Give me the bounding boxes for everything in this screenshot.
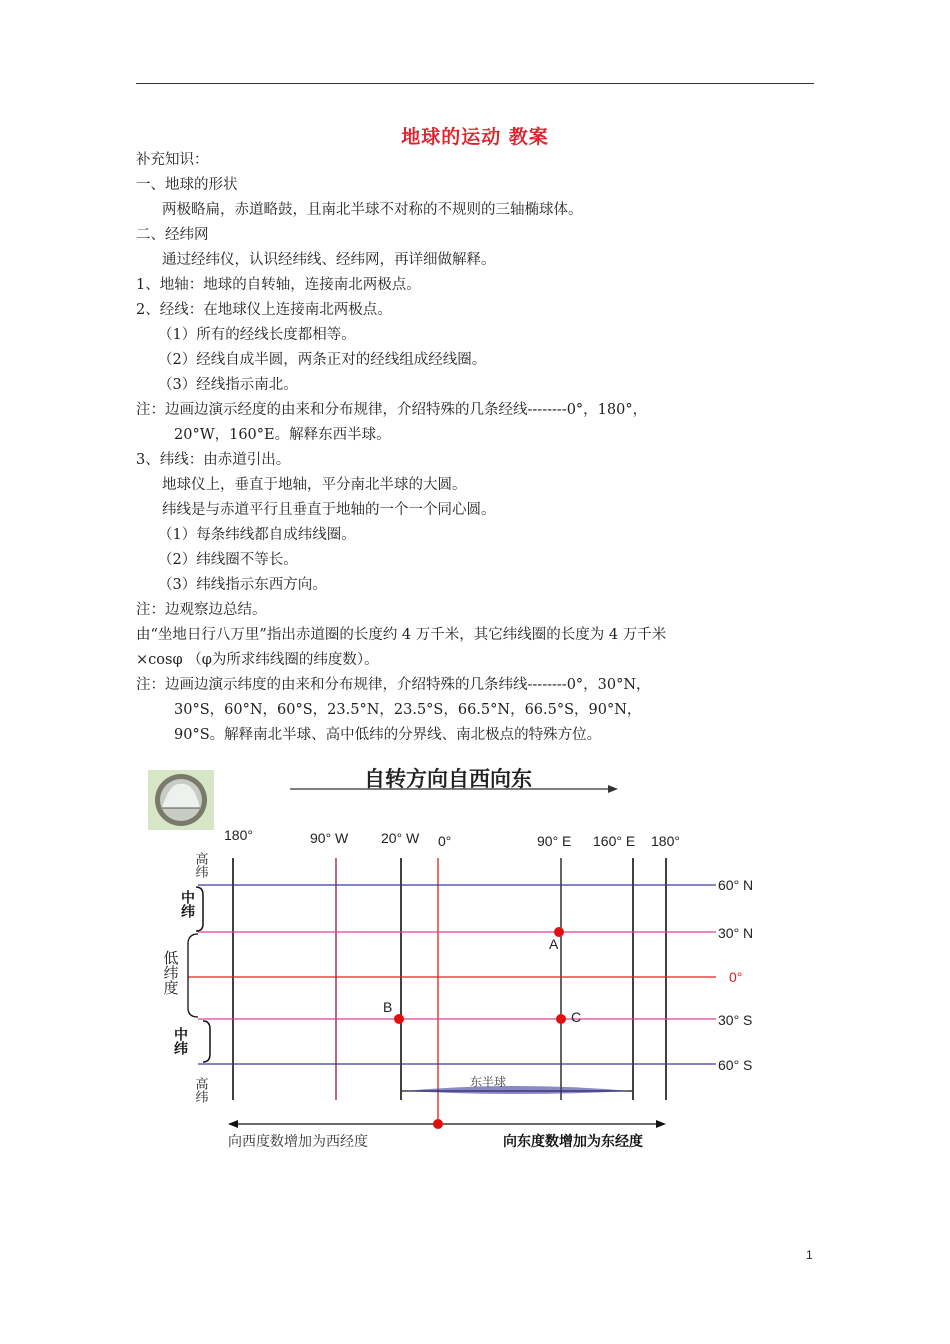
text-line: 3、纬线：由赤道引出。 [136, 452, 291, 468]
text-line: 纬线是与赤道平行且垂直于地轴的一个一个同心圆。 [162, 502, 496, 518]
zone-label-high-s: 高纬 [193, 1077, 209, 1103]
text-line: （3）纬线指示东西方向。 [158, 577, 327, 593]
page-number: 1 [806, 1248, 813, 1262]
zone-label-low: 低纬度 [161, 950, 179, 995]
parallel-label: 0° [729, 969, 743, 985]
meridian-label: 0° [438, 833, 452, 849]
zone-bracket-mid-n [196, 887, 203, 931]
text-line: 两极略扁，赤道略鼓，且南北半球不对称的不规则的三轴椭球体。 [162, 202, 583, 218]
text-line: 通过经纬仪，认识经纬线、经纬网，再详细做解释。 [162, 252, 496, 268]
parallel-label: 60° N [718, 877, 754, 893]
page-title: 地球的运动 教案 [401, 126, 549, 148]
point-c-label: C [571, 1009, 582, 1025]
text-line: 90°S。解释南北半球、高中低纬的分界线、南北极点的特殊方位。 [174, 727, 602, 743]
point-a-label: A [549, 936, 559, 952]
point-c-marker [556, 1014, 566, 1024]
parallel-label: 30° S [718, 1012, 753, 1028]
meridian-label: 20° W [381, 830, 420, 846]
text-line: 30°S，60°N，60°S，23.5°N，23.5°S，66.5°N，66.5°S，90°N， [174, 702, 642, 718]
text-line: 地球仪上，垂直于地轴，平分南北半球的大圆。 [162, 477, 467, 493]
origin-marker [433, 1119, 443, 1129]
rotation-title: 自转方向自西向东 [364, 768, 532, 791]
parallel-label: 30° N [718, 925, 754, 941]
text-line: （2）经线自成半圆，两条正对的经线组成经线圈。 [158, 352, 487, 368]
west-arrowhead [228, 1120, 238, 1128]
west-increase-label: 向西度数增加为西经度 [228, 1133, 368, 1149]
text-line: 注：边画边演示经度的由来和分布规律，介绍特殊的几条经线--------0°，180°， [136, 402, 648, 418]
zone-label-mid-n: 中纬 [180, 890, 196, 918]
rotation-arrowhead [608, 785, 618, 793]
point-b-marker [394, 1014, 404, 1024]
section-heading: 二、经纬网 [136, 227, 209, 243]
globe-icon [148, 770, 214, 830]
text-line: 注：边观察边总结。 [136, 602, 267, 618]
section-heading: 一、地球的形状 [136, 177, 238, 193]
text-line: 补充知识： [136, 152, 209, 168]
east-increase-label: 向东度数增加为东经度 [503, 1133, 643, 1149]
zone-label-mid-s: 中纬 [173, 1027, 189, 1055]
zone-bracket-low [188, 934, 198, 1017]
east-hemisphere-label: 东半球 [470, 1075, 507, 1089]
text-line: ×cosφ （φ为所求纬线圈的纬度数）。 [136, 652, 379, 668]
meridian-label: 90° E [537, 833, 572, 849]
zone-bracket-mid-s [203, 1021, 210, 1062]
text-line: （2）纬线圈不等长。 [158, 552, 298, 568]
text-line: 1、地轴：地球的自转轴，连接南北两极点。 [136, 277, 421, 293]
parallel-label: 60° S [718, 1057, 753, 1073]
text-line: （3）经线指示南北。 [158, 377, 298, 393]
text-line: 注：边画边演示纬度的由来和分布规律，介绍特殊的几条纬线--------0°，30°N， [136, 677, 651, 693]
meridian-label: 160° E [593, 833, 636, 849]
point-b-label: B [383, 999, 393, 1015]
meridian-label: 90° W [310, 830, 349, 846]
meridian-label: 180° [651, 833, 680, 849]
text-line: （1）每条纬线都自成纬线圈。 [158, 527, 356, 543]
text-line: （1）所有的经线长度都相等。 [158, 327, 356, 343]
zone-label-high-n: 高纬 [193, 852, 209, 878]
meridian-label: 180° [224, 827, 253, 843]
east-arrowhead [656, 1120, 666, 1128]
text-line: 由“坐地日行八万里”指出赤道圈的长度约 4 万千米，其它纬线圈的长度为 4 万千米 [136, 627, 667, 643]
text-line: 2、经线：在地球仪上连接南北两极点。 [136, 302, 392, 318]
text-line: 20°W，160°E。解释东西半球。 [174, 427, 391, 443]
